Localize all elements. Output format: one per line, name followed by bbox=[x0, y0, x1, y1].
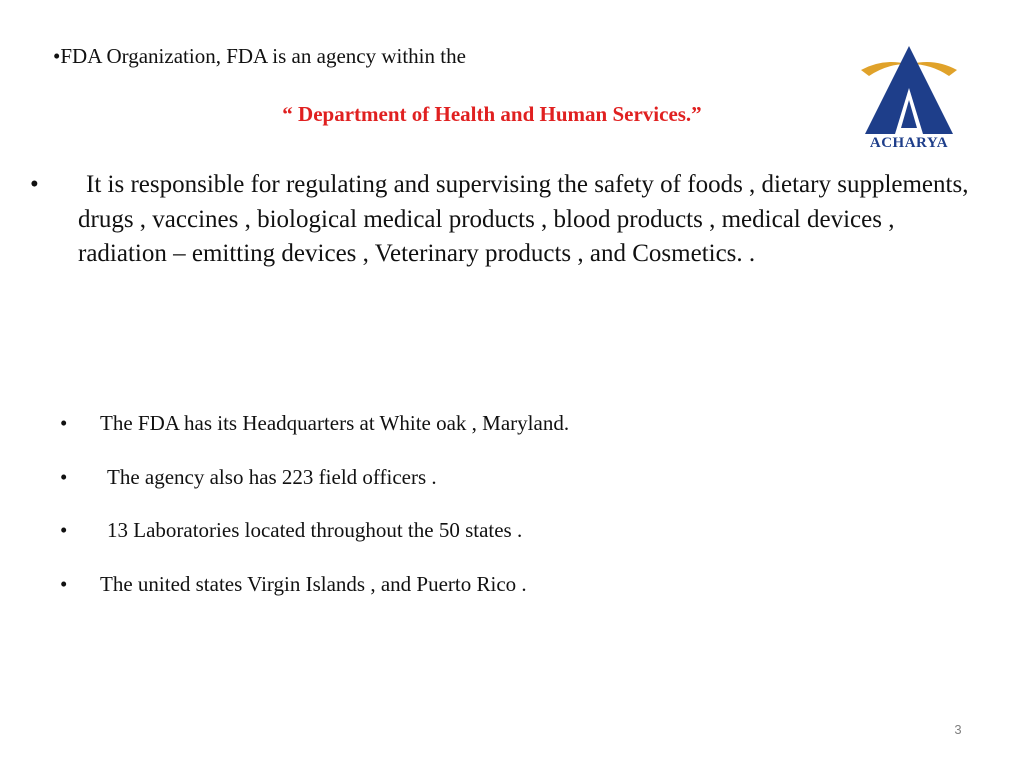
list-item bbox=[60, 569, 960, 623]
list-item-text: 13 Laboratories located throughout the 50 states . bbox=[107, 518, 523, 542]
logo-wordmark: ACHARYA bbox=[869, 135, 949, 151]
bullet-marker: • bbox=[60, 571, 68, 596]
acharya-logo bbox=[857, 40, 961, 154]
acharya-logo-icon bbox=[857, 40, 961, 136]
bullet-marker: • bbox=[30, 171, 39, 198]
main-bullet-text: It is responsible for regulating and supervising the safety of foods , dietary supplements, drugs , vaccines , biological medical products , blood products , medical devices , radiation – emitting devices , Veterinary products , and Cosmetics. . bbox=[78, 171, 969, 267]
list-item bbox=[60, 515, 960, 569]
bullet-marker: • bbox=[60, 411, 68, 435]
main-bullet bbox=[30, 168, 980, 272]
page-number: 3 bbox=[954, 722, 962, 737]
list-item-text: The FDA has its Headquarters at White oak , Maryland. bbox=[100, 411, 570, 435]
list-item bbox=[60, 408, 960, 462]
intro-line: •FDA Organization, FDA is an agency within the bbox=[53, 44, 466, 68]
bullet-marker: • bbox=[60, 464, 68, 489]
bullet-list bbox=[60, 408, 960, 622]
list-item bbox=[60, 462, 960, 516]
list-item-text: The agency also has 223 field officers . bbox=[107, 464, 437, 489]
bullet-marker: • bbox=[60, 518, 68, 542]
list-item-text: The united states Virgin Islands , and Puerto Rico . bbox=[100, 571, 527, 596]
subtitle: “ Department of Health and Human Services.” bbox=[282, 102, 702, 126]
